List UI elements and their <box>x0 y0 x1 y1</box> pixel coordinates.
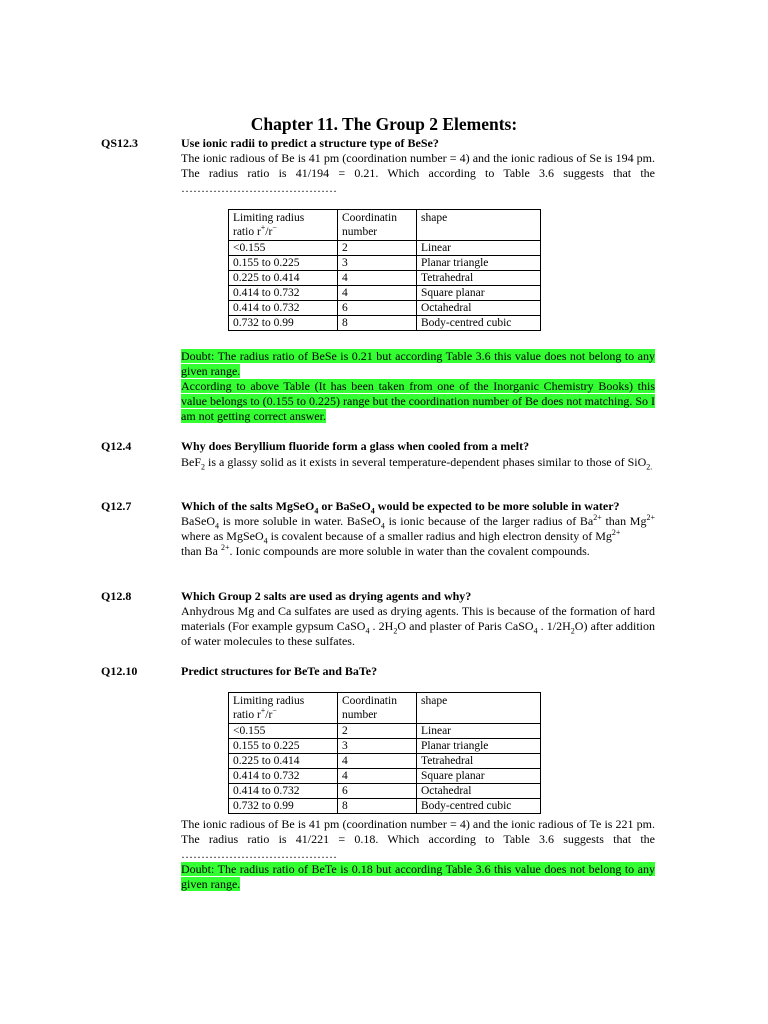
question-text-5: Predict structures for BeTe and BaTe? <box>181 664 378 678</box>
question-number-5: Q12.10 <box>101 664 138 678</box>
question-number-3: Q12.7 <box>101 499 132 513</box>
table-header-cell: Coordinatin number <box>338 693 417 724</box>
question-text-3: Which of the salts MgSeO$_4$ or BaSeO$_4$ would be expected to be more soluble in water? <box>181 499 620 516</box>
table-row: 0.414 to 0.732 4 Square planar <box>229 769 541 784</box>
table-row: 0.732 to 0.99 8 Body-centred cubic <box>229 799 541 814</box>
table-row: 0.225 to 0.414 4 Tetrahedral <box>229 754 541 769</box>
table-header-cell: Coordinatin number <box>338 210 417 241</box>
answer-text-3: BaSeO$_4$ is more soluble in water. BaSeO$_4$ is ionic because of the larger radius of $Ba^{2+}$ than $Mg^{2+}$ where as MgSeO$_4$ is covalent because of a smaller radius and high electron density of $Mg^{2+}$ than Ba $^{2+}$. Ionic compounds are more soluble in water than the covalent compounds. <box>181 513 655 558</box>
radius-ratio-table-2 <box>228 692 541 814</box>
doubt-note-1: Doubt: The radius ratio of BeSe is 0.21 but according Table 3.6 this value does not belong to any given range. According to above Table (It has been taken from one of the Inorganic Chemistry Books) this value belongs to (0.155 to 0.225) range but the coordination number of Be does not matching. So I am not getting correct answer. <box>181 349 655 423</box>
answer-text-2: BeF$_2$ is a glassy solid as it exists in several temperature-dependent phases similar to those of SiO$_{2.}$ <box>181 455 653 472</box>
question-number-1: QS12.3 <box>101 136 139 150</box>
question-number-4: Q12.8 <box>101 589 132 603</box>
table-row: <0.155 2 Linear <box>229 241 541 256</box>
table-row: 0.414 to 0.732 6 Octahedral <box>229 784 541 799</box>
question-text-1: Use ionic radii to predict a structure type of BeSe? <box>181 136 439 150</box>
radius-ratio-table-1 <box>228 209 541 331</box>
answer-text-5: The ionic radious of Be is 41 pm (coordination number = 4) and the ionic radious of Te is 221 pm. The radius ratio is 41/221 = 0.18. Which according to Table 3.6 suggests that the ………………………………… <box>181 817 655 861</box>
table-header-cell: Limiting radius ratio r+/r− <box>229 210 338 241</box>
question-text-4: Which Group 2 salts are used as drying agents and why? <box>181 589 472 603</box>
doubt-note-2: Doubt: The radius ratio of BeTe is 0.18 but according Table 3.6 this value does not belong to any given range. <box>181 862 655 891</box>
table-header-cell: Limiting radius ratio r+/r− <box>229 693 338 724</box>
table-header-row <box>229 210 541 241</box>
table-row: 0.732 to 0.99 8 Body-centred cubic <box>229 316 541 331</box>
table-row: 0.155 to 0.225 3 Planar triangle <box>229 256 541 271</box>
table-row: 0.155 to 0.225 3 Planar triangle <box>229 739 541 754</box>
table-row: <0.155 2 Linear <box>229 724 541 739</box>
answer-text-1: The ionic radious of Be is 41 pm (coordination number = 4) and the ionic radious of Se is 194 pm. The radius ratio is 41/194 = 0.21. Which according to Table 3.6 suggests that the ………………………………… <box>181 151 655 195</box>
table-row: 0.225 to 0.414 4 Tetrahedral <box>229 271 541 286</box>
answer-text-4: Anhydrous Mg and Ca sulfates are used as drying agents. This is because of the formation of hard materials (For example gypsum CaSO$_4$ . $2H_2O$ and plaster of Paris CaSO$_4$ . $1/2H_2O$) after addition of water molecules to these sulfates. <box>181 604 655 648</box>
question-number-2: Q12.4 <box>101 439 132 453</box>
table-header-cell: shape <box>417 693 541 724</box>
table-header-cell: shape <box>417 210 541 241</box>
page-title: Chapter 11. The Group 2 Elements: <box>250 114 518 134</box>
question-text-2: Why does Beryllium fluoride form a glass when cooled from a melt? <box>181 439 530 453</box>
table-row: 0.414 to 0.732 4 Square planar <box>229 286 541 301</box>
table-row: 0.414 to 0.732 6 Octahedral <box>229 301 541 316</box>
table-header-row <box>229 693 541 724</box>
